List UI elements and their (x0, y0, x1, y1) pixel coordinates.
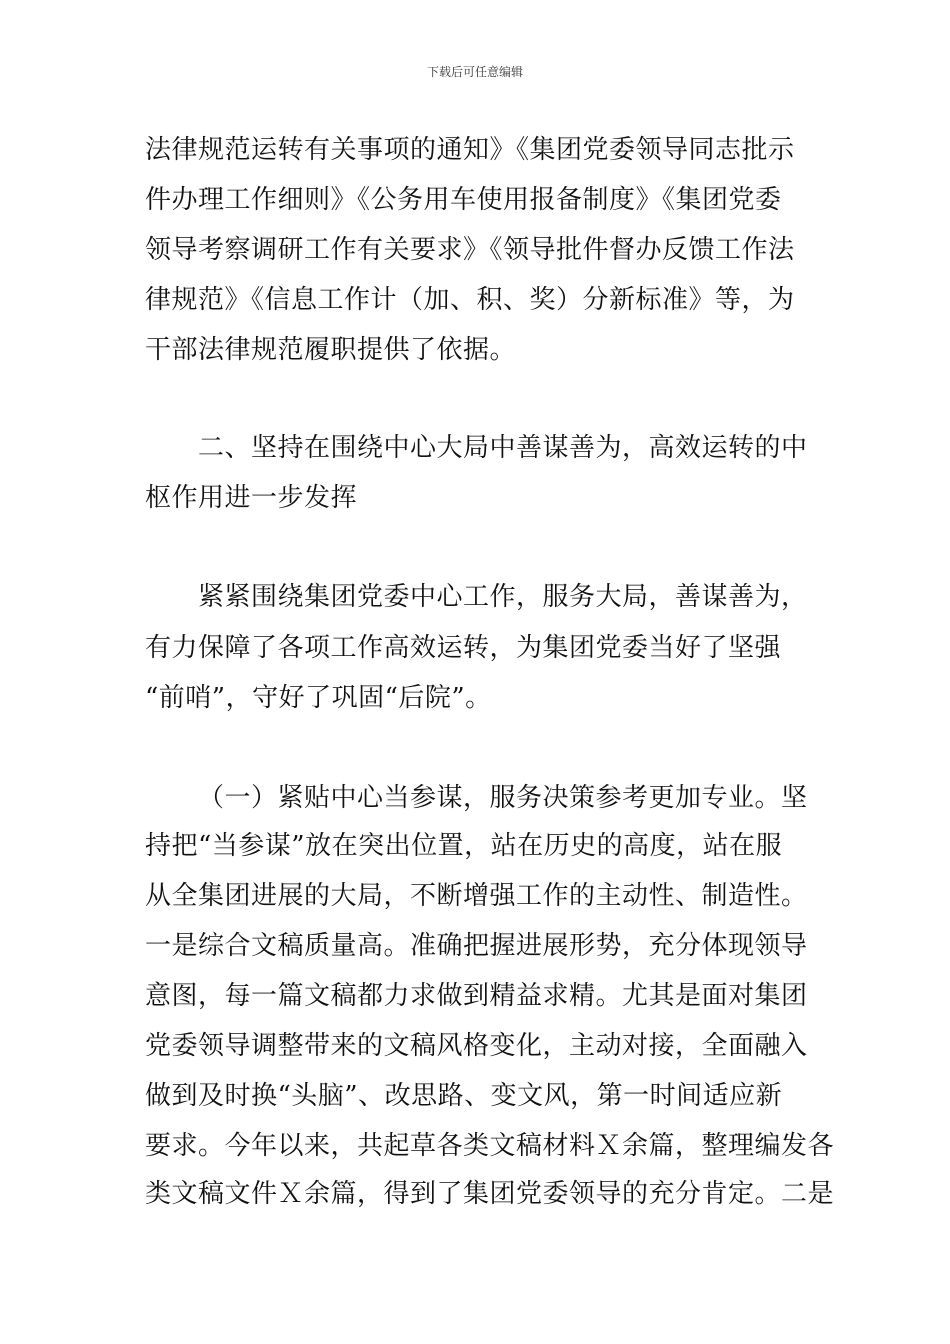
text-line: 意图，每一篇文稿都力求做到精益求精。尤其是面对集团 (145, 981, 808, 1011)
text-line: 干部法律规范履职提供了依据。 (145, 335, 517, 365)
text-line: 从全集团进展的大局，不断增强工作的主动性、制造性。 (145, 881, 808, 911)
text-line: 类文稿文件Ｘ余篇，得到了集团党委领导的充分肯定。二是 (145, 1179, 835, 1209)
text-line: “前哨”，守好了巩固“后院”。 (145, 683, 492, 713)
text-line: 党委领导调整带来的文稿风格变化，主动对接，全面融入 (145, 1031, 808, 1061)
text-line: 律规范》《信息工作计（加、积、奖）分新标准》等，为 (145, 285, 795, 315)
text-line: 一是综合文稿质量高。准确把握进展形势，充分体现领导 (145, 931, 808, 961)
text-line: 紧紧围绕集团党委中心工作，服务大局，善谋善为， (198, 582, 808, 612)
text-line: 持把“当参谋”放在突出位置，站在历史的高度，站在服 (145, 831, 783, 861)
header-note: 下载后可任意编辑 (426, 65, 523, 79)
text-line: （一）紧贴中心当参谋，服务决策参考更加专业。坚 (198, 783, 808, 813)
text-line: 要求。今年以来，共起草各类文稿材料Ｘ余篇，整理编发各 (145, 1131, 835, 1161)
text-line: 法律规范运转有关事项的通知》《集团党委领导同志批示 (145, 135, 795, 165)
text-line: 领导考察调研工作有关要求》《领导批件督办反馈工作法 (145, 235, 795, 265)
text-line: 有力保障了各项工作高效运转，为集团党委当好了坚强 (145, 633, 782, 663)
text-line: 做到及时换“头脑”、改思路、变文风，第一时间适应新 (145, 1081, 783, 1111)
heading-line: 枢作用进一步发挥 (145, 483, 358, 513)
heading-line: 二、坚持在围绕中心大局中善谋善为，高效运转的中 (198, 433, 808, 463)
text-line: 件办理工作细则》《公务用车使用报备制度》《集团党委 (145, 185, 782, 215)
